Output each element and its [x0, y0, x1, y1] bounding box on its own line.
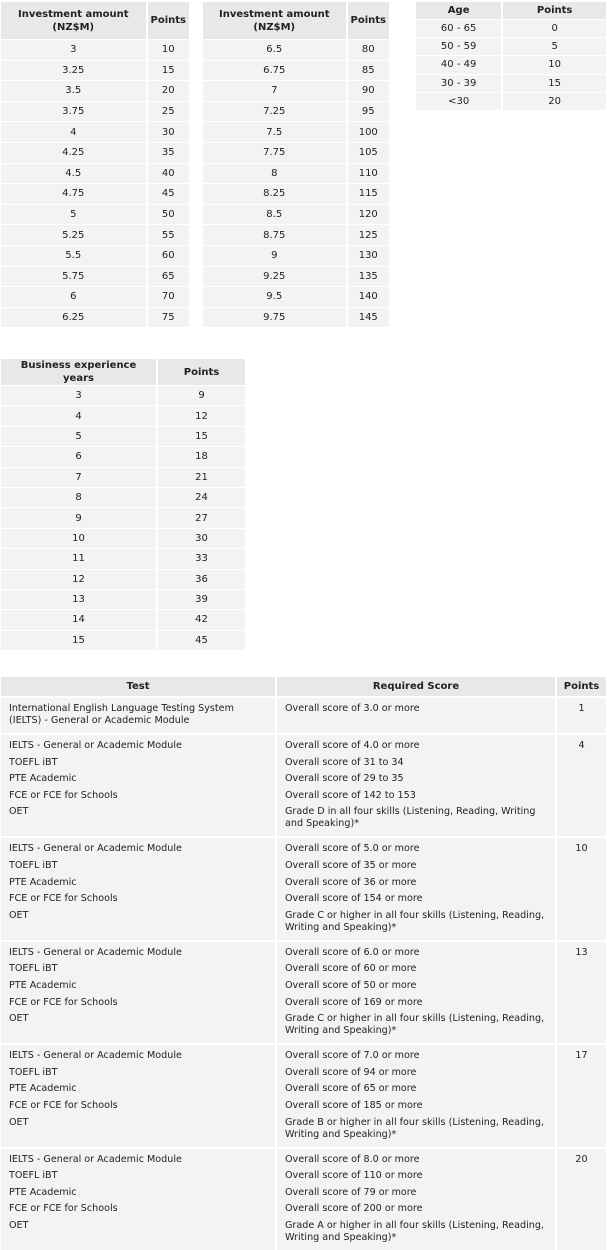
age-row [416, 92, 606, 110]
points-cell: 9 [156, 385, 245, 405]
age-points-header: Points [501, 2, 606, 19]
investment-row [1, 39, 189, 60]
points-cell: 105 [346, 142, 389, 163]
required-score: Overall score of 6.0 or more [285, 946, 420, 958]
points-cell: 60 [146, 245, 189, 266]
points-cell: 20 [146, 80, 189, 101]
test-name: TOEFL iBT [9, 859, 58, 871]
points-cell: 55 [146, 224, 189, 245]
required-score: Overall score of 8.0 or more [285, 1153, 420, 1165]
points-cell: 20 [555, 1147, 606, 1250]
investment-row [203, 80, 389, 101]
test-name: IELTS - General or Academic Module [9, 1050, 182, 1062]
points-cell: 25 [146, 101, 189, 122]
label-cell: 14 [1, 609, 156, 629]
required-score: Overall score of 94 or more [285, 1066, 417, 1078]
investment-row [203, 224, 389, 245]
label-cell: <30 [416, 92, 501, 110]
points-cell: 21 [156, 467, 245, 487]
points-cell: 36 [156, 569, 245, 589]
points-cell: 13 [555, 940, 606, 1043]
points-cell: 140 [346, 286, 389, 307]
label-cell: 9.75 [203, 307, 346, 328]
investment-row [203, 245, 389, 266]
test-name: PTE Academic [9, 979, 77, 991]
label-cell: 6 [1, 446, 156, 466]
label-cell: 4.5 [1, 163, 146, 184]
label-cell: 15 [1, 630, 156, 650]
test-name: OET [9, 1219, 29, 1231]
label-cell: 7.25 [203, 101, 346, 122]
age-row [416, 74, 606, 92]
points-cell: 24 [156, 487, 245, 507]
required-score: Grade C or higher in all four skills (Listening, Reading, Writing and Speaking)* [285, 1013, 545, 1037]
business-row [1, 507, 245, 527]
english-test-group [1, 696, 606, 733]
label-cell: 7.5 [203, 121, 346, 142]
investment-row [1, 163, 189, 184]
test-name: International English Language Testing System (IELTS) - General or Academic Module [9, 703, 234, 726]
required-score: Grade C or higher in all four skills (Listening, Reading, Writing and Speaking)* [285, 909, 545, 933]
label-cell: 3 [1, 39, 146, 60]
points-cell: 95 [346, 101, 389, 122]
required-score: Overall score of 4.0 or more [285, 740, 420, 751]
points-cell: 135 [346, 266, 389, 287]
test-name: IELTS - General or Academic Module [9, 1153, 182, 1165]
points-cell: 110 [346, 163, 389, 184]
business-row [1, 385, 245, 405]
label-cell: 3.75 [1, 101, 146, 122]
points-cell: 85 [346, 60, 389, 81]
required-score: Grade A or higher in all four skills (Listening, Reading, Writing and Speaking)* [285, 1219, 544, 1243]
english-test-group [1, 1043, 606, 1146]
investment-row [203, 183, 389, 204]
required-score-cell [275, 1043, 555, 1146]
label-cell: 6 [1, 286, 146, 307]
label-cell: 5 [1, 204, 146, 225]
label-cell: 6.5 [203, 39, 346, 60]
business-row [1, 609, 245, 629]
age-row [416, 37, 606, 55]
business-row [1, 446, 245, 466]
label-cell: 3 [1, 385, 156, 405]
age-row [416, 55, 606, 73]
label-cell: 8.75 [203, 224, 346, 245]
points-cell: 35 [146, 142, 189, 163]
investment-row [203, 163, 389, 184]
investment-row [203, 39, 389, 60]
required-score-cell [275, 836, 555, 939]
investment-row [1, 307, 189, 328]
required-score: Overall score of 3.0 or more [285, 703, 420, 714]
investment-row [1, 142, 189, 163]
points-cell: 42 [156, 609, 245, 629]
points-cell: 125 [346, 224, 389, 245]
investment-amount-header: Investment amount (NZ$M) [203, 2, 346, 39]
label-cell: 4 [1, 405, 156, 425]
label-cell: 6.75 [203, 60, 346, 81]
required-score: Grade D in all four skills (Listening, Reading, Writing and Speaking)* [285, 806, 536, 830]
points-cell: 15 [146, 60, 189, 81]
label-cell: 7 [203, 80, 346, 101]
investment-row [203, 101, 389, 122]
points-cell: 120 [346, 204, 389, 225]
investment-row [1, 224, 189, 245]
test-name: FCE or FCE for Schools [9, 1203, 118, 1215]
business-row [1, 467, 245, 487]
required-score: Overall score of 50 or more [285, 979, 417, 991]
required-score: Overall score of 35 or more [285, 859, 417, 871]
age-table [416, 2, 606, 110]
label-cell: 6.25 [1, 307, 146, 328]
required-score: Overall score of 65 or more [285, 1083, 417, 1095]
points-cell: 1 [555, 696, 606, 733]
points-cell: 10 [146, 39, 189, 60]
test-name: FCE or FCE for Schools [9, 1099, 118, 1111]
business-row [1, 548, 245, 568]
test-name: PTE Academic [9, 876, 77, 888]
label-cell: 8 [1, 487, 156, 507]
investment-row [1, 286, 189, 307]
required-score: Overall score of 185 or more [285, 1099, 423, 1111]
test-cell [1, 1043, 275, 1146]
investment-row [1, 60, 189, 81]
business-experience-table [1, 359, 245, 650]
test-name: IELTS - General or Academic Module [9, 946, 182, 958]
investment-row [203, 307, 389, 328]
business-row [1, 630, 245, 650]
business-row [1, 589, 245, 609]
points-cell: 18 [156, 446, 245, 466]
label-cell: 10 [1, 528, 156, 548]
label-cell: 3.5 [1, 80, 146, 101]
points-cell: 45 [146, 183, 189, 204]
required-score: Grade B or higher in all four skills (Listening, Reading, Writing and Speaking)* [285, 1116, 545, 1140]
business-years-header: Business experience years [1, 359, 156, 385]
points-cell: 50 [146, 204, 189, 225]
label-cell: 8.5 [203, 204, 346, 225]
test-cell [1, 836, 275, 939]
points-cell: 12 [156, 405, 245, 425]
age-row [416, 19, 606, 37]
required-score-cell [275, 940, 555, 1043]
test-name: PTE Academic [9, 1186, 77, 1198]
test-cell [1, 1147, 275, 1250]
label-cell: 8 [203, 163, 346, 184]
points-cell: 65 [146, 266, 189, 287]
required-score: Overall score of 31 to 34 [285, 756, 404, 768]
points-cell: 30 [146, 121, 189, 142]
required-score: Overall score of 79 or more [285, 1186, 417, 1198]
test-name: TOEFL iBT [9, 1066, 58, 1078]
label-cell: 9 [203, 245, 346, 266]
test-name: FCE or FCE for Schools [9, 996, 118, 1008]
required-score: Overall score of 60 or more [285, 963, 417, 975]
label-cell: 50 - 59 [416, 37, 501, 55]
label-cell: 30 - 39 [416, 74, 501, 92]
required-score: Overall score of 110 or more [285, 1170, 423, 1182]
label-cell: 9.5 [203, 286, 346, 307]
test-header: Test [1, 677, 275, 696]
points-cell: 10 [501, 55, 606, 73]
english-test-group [1, 1147, 606, 1250]
points-cell: 39 [156, 589, 245, 609]
investment-row [203, 142, 389, 163]
test-cell [1, 733, 275, 836]
investment-points-header: Points [146, 2, 189, 39]
test-name: TOEFL iBT [9, 1170, 58, 1182]
points-cell: 30 [156, 528, 245, 548]
label-cell: 5.5 [1, 245, 146, 266]
label-cell: 13 [1, 589, 156, 609]
test-cell [1, 940, 275, 1043]
label-cell: 5.25 [1, 224, 146, 245]
required-score-cell [275, 696, 555, 733]
test-name: OET [9, 1116, 29, 1128]
points-cell: 27 [156, 507, 245, 527]
points-cell: 70 [146, 286, 189, 307]
test-name: IELTS - General or Academic Module [9, 843, 182, 855]
points-cell: 40 [146, 163, 189, 184]
label-cell: 8.25 [203, 183, 346, 204]
english-test-group [1, 836, 606, 939]
investment-row [203, 60, 389, 81]
test-name: PTE Academic [9, 1083, 77, 1095]
business-points-header: Points [156, 359, 245, 385]
test-name: FCE or FCE for Schools [9, 893, 118, 905]
test-name: TOEFL iBT [9, 963, 58, 975]
points-cell: 145 [346, 307, 389, 328]
test-name: OET [9, 909, 29, 921]
required-score-cell [275, 733, 555, 836]
points-cell: 5 [501, 37, 606, 55]
points-cell: 45 [156, 630, 245, 650]
investment-row [203, 266, 389, 287]
investment-row [1, 80, 189, 101]
business-row [1, 569, 245, 589]
required-score: Overall score of 5.0 or more [285, 843, 420, 855]
label-cell: 4.75 [1, 183, 146, 204]
label-cell: 9.25 [203, 266, 346, 287]
required-score: Overall score of 142 to 153 [285, 789, 416, 801]
investment-amount-header: Investment amount (NZ$M) [1, 2, 146, 39]
points-cell: 90 [346, 80, 389, 101]
investment-table-right [203, 2, 389, 327]
points-cell: 100 [346, 121, 389, 142]
age-header: Age [416, 2, 501, 19]
investment-row [203, 204, 389, 225]
business-row [1, 426, 245, 446]
test-name: OET [9, 806, 29, 818]
english-language-table [1, 677, 606, 1250]
test-name: OET [9, 1013, 29, 1025]
business-row [1, 405, 245, 425]
investment-row [203, 121, 389, 142]
required-score: Overall score of 36 or more [285, 876, 417, 888]
points-cell: 33 [156, 548, 245, 568]
english-test-group [1, 733, 606, 836]
label-cell: 4.25 [1, 142, 146, 163]
points-cell: 15 [501, 74, 606, 92]
investment-row [203, 286, 389, 307]
investment-table-left [1, 2, 189, 327]
investment-row [1, 101, 189, 122]
investment-row [1, 266, 189, 287]
points-cell: 130 [346, 245, 389, 266]
business-row [1, 528, 245, 548]
investment-row [1, 245, 189, 266]
required-score: Overall score of 200 or more [285, 1203, 423, 1215]
test-name: FCE or FCE for Schools [9, 789, 118, 801]
points-cell: 17 [555, 1043, 606, 1146]
label-cell: 5 [1, 426, 156, 446]
required-score: Overall score of 7.0 or more [285, 1050, 420, 1062]
required-score: Overall score of 154 or more [285, 893, 423, 905]
required-score: Overall score of 29 to 35 [285, 773, 404, 785]
label-cell: 7.75 [203, 142, 346, 163]
english-test-group [1, 940, 606, 1043]
test-name: TOEFL iBT [9, 756, 58, 768]
points-cell: 0 [501, 19, 606, 37]
investment-row [1, 121, 189, 142]
required-score-header: Required Score [275, 677, 555, 696]
label-cell: 60 - 65 [416, 19, 501, 37]
points-cell: 75 [146, 307, 189, 328]
required-score-cell [275, 1147, 555, 1250]
label-cell: 5.75 [1, 266, 146, 287]
label-cell: 12 [1, 569, 156, 589]
label-cell: 4 [1, 121, 146, 142]
label-cell: 3.25 [1, 60, 146, 81]
points-cell: 10 [555, 836, 606, 939]
english-points-header: Points [555, 677, 606, 696]
investment-row [1, 204, 189, 225]
required-score: Overall score of 169 or more [285, 996, 423, 1008]
test-cell [1, 696, 275, 733]
investment-row [1, 183, 189, 204]
points-cell: 20 [501, 92, 606, 110]
points-cell: 80 [346, 39, 389, 60]
label-cell: 9 [1, 507, 156, 527]
label-cell: 40 - 49 [416, 55, 501, 73]
test-name: PTE Academic [9, 773, 77, 785]
label-cell: 7 [1, 467, 156, 487]
investment-points-header: Points [346, 2, 389, 39]
label-cell: 11 [1, 548, 156, 568]
business-row [1, 487, 245, 507]
points-cell: 115 [346, 183, 389, 204]
points-cell: 4 [555, 733, 606, 836]
test-name: IELTS - General or Academic Module [9, 740, 182, 751]
points-cell: 15 [156, 426, 245, 446]
